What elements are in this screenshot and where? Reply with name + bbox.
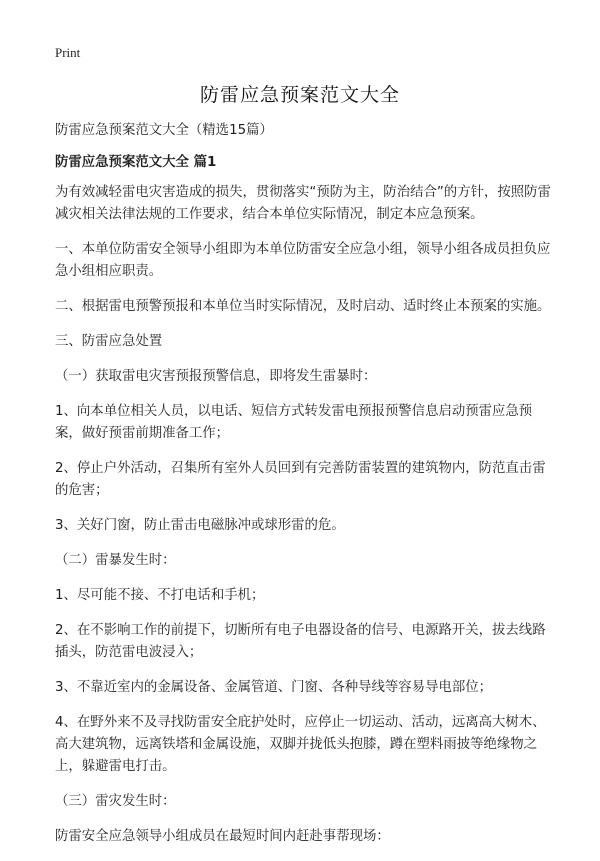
document-subtitle: 防雷应急预案范文大全（精选15篇） [55, 123, 273, 138]
paragraph: 2、在不影响工作的前提下，切断所有电子电器设备的信号、电源路开关，拔去线路插头，防范雷电波浸入； [55, 623, 546, 660]
paragraph: 3、关好门窗，防止雷击电磁脉冲或球形雷的危。 [55, 518, 345, 533]
paragraph: （二）雷暴发生时： [55, 553, 176, 568]
paragraph: 防雷安全应急领导小组成员在最短时间内赶赴事帮现场： [55, 829, 390, 844]
paragraph: （一）获取雷电灾害预报预警信息，即将发生雷暴时： [55, 369, 377, 384]
paragraph: （三）雷灾发生时： [55, 794, 176, 809]
paragraph: 4、在野外来不及寻找防雷安全庇护处时，应停止一切运动、活动，远离高大树木、高大建筑物，远离铁塔和金属设施，双脚并拢低头抱膝，蹲在塑料雨披等绝缘物之上，躲避雷电打击。 [55, 715, 546, 774]
page-title: 防雷应急预案范文大全 [199, 84, 400, 106]
paragraph: 1、向本单位相关人员，以电话、短信方式转发雷电预报预警信息启动预雷应急预案，做好预雷前期准备工作； [55, 404, 533, 441]
paragraph: 三、防雷应急处置 [55, 334, 163, 349]
paragraph: 为有效减轻雷电灾害造成的损失，贯彻落实“预防为主，防治结合”的方针，按照防雷减灾相关法律法规的工作要求，结合本单位实际情况，制定本应急预案。 [55, 185, 551, 222]
paragraph: 2、停止户外活动，召集所有室外人员回到有完善防雷装置的建筑物内，防范直击雷的危害； [55, 461, 546, 498]
print-link[interactable]: Print [55, 45, 81, 60]
document-body [55, 120, 555, 861]
paragraph: 3、不靠近室内的金属设备、金属管道、门窗、各种导线等容易导电部位； [55, 680, 493, 695]
section-heading: 防雷应急预案范文大全 篇1 [55, 155, 217, 170]
paragraph: 1、尽可能不接、不打电话和手机； [55, 588, 265, 603]
paragraph: 二、根据雷电预警预报和本单位当时实际情况，及时启动、适时终止本预案的实施。 [55, 299, 551, 314]
paragraph: 一、本单位防雷安全领导小组即为本单位防雷安全应急小组，领导小组各成员担负应急小组相应职责。 [55, 242, 551, 279]
